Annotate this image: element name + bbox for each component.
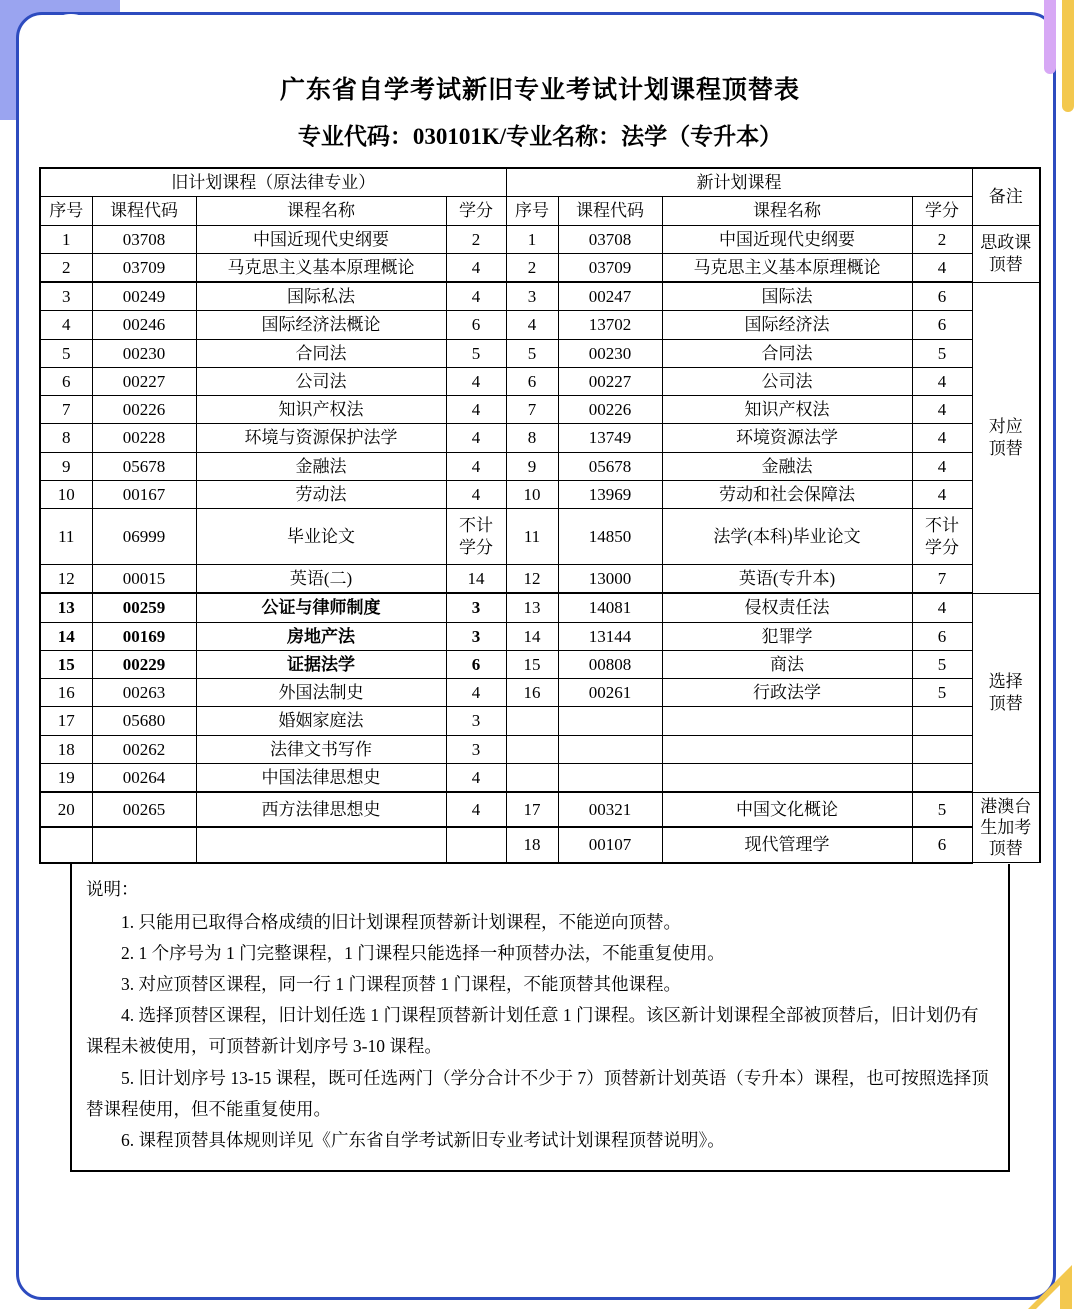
new-cell: 00261 bbox=[558, 679, 662, 707]
old-cell: 3 bbox=[446, 707, 506, 735]
note-item: 1. 只能用已取得合格成绩的旧计划课程顶替新计划课程，不能逆向顶替。 bbox=[121, 911, 681, 932]
new-cell: 17 bbox=[506, 792, 558, 827]
table-row bbox=[40, 735, 1040, 763]
old-cell: 00246 bbox=[92, 311, 196, 339]
old-cell: 环境与资源保护法学 bbox=[196, 424, 446, 452]
col-header-new-2: 课程名称 bbox=[662, 197, 912, 225]
old-cell: 西方法律思想史 bbox=[196, 792, 446, 827]
new-cell: 5 bbox=[912, 792, 972, 827]
col-header-new-1: 课程代码 bbox=[558, 197, 662, 225]
new-cell: 侵权责任法 bbox=[662, 593, 912, 622]
new-cell: 1 bbox=[506, 225, 558, 253]
old-cell: 公司法 bbox=[196, 367, 446, 395]
col-header-old-3: 学分 bbox=[446, 197, 506, 225]
new-cell: 国际经济法 bbox=[662, 311, 912, 339]
table-row bbox=[40, 707, 1040, 735]
new-cell: 03709 bbox=[558, 253, 662, 282]
old-cell: 00259 bbox=[92, 593, 196, 622]
remark-header: 备注 bbox=[972, 168, 1040, 225]
old-cell: 11 bbox=[40, 509, 92, 565]
new-cell: 13702 bbox=[558, 311, 662, 339]
new-cell: 03708 bbox=[558, 225, 662, 253]
new-cell: 现代管理学 bbox=[662, 827, 912, 862]
table-row bbox=[40, 792, 1040, 827]
old-cell: 国际私法 bbox=[196, 282, 446, 311]
old-cell: 00229 bbox=[92, 650, 196, 678]
table-row bbox=[40, 509, 1040, 565]
old-cell: 国际经济法概论 bbox=[196, 311, 446, 339]
new-cell: 中国文化概论 bbox=[662, 792, 912, 827]
old-cell: 毕业论文 bbox=[196, 509, 446, 565]
new-cell bbox=[912, 763, 972, 792]
old-cell: 4 bbox=[446, 282, 506, 311]
new-cell: 6 bbox=[912, 827, 972, 862]
old-cell: 14 bbox=[40, 622, 92, 650]
new-cell: 6 bbox=[912, 311, 972, 339]
new-cell: 4 bbox=[912, 396, 972, 424]
new-cell: 00321 bbox=[558, 792, 662, 827]
old-cell: 7 bbox=[40, 396, 92, 424]
new-cell: 国际法 bbox=[662, 282, 912, 311]
old-cell: 00265 bbox=[92, 792, 196, 827]
page-title: 广东省自学考试新旧专业考试计划课程顶替表 bbox=[279, 77, 800, 104]
table-row bbox=[40, 679, 1040, 707]
col-header-new-3: 学分 bbox=[912, 197, 972, 225]
table-row bbox=[40, 367, 1040, 395]
new-cell: 6 bbox=[912, 622, 972, 650]
remark-cell: 选择 顶替 bbox=[972, 593, 1040, 792]
new-cell bbox=[912, 735, 972, 763]
old-cell: 15 bbox=[40, 650, 92, 678]
old-cell: 2 bbox=[40, 253, 92, 282]
old-cell: 6 bbox=[446, 311, 506, 339]
old-cell: 00263 bbox=[92, 679, 196, 707]
old-cell: 4 bbox=[446, 679, 506, 707]
old-cell: 00226 bbox=[92, 396, 196, 424]
old-cell: 00264 bbox=[92, 763, 196, 792]
remark-cell: 港澳台 生加考 顶替 bbox=[972, 792, 1040, 863]
new-cell: 不计 学分 bbox=[912, 509, 972, 565]
table-row bbox=[40, 763, 1040, 792]
notes-block bbox=[70, 864, 1010, 1172]
new-cell: 00107 bbox=[558, 827, 662, 862]
old-cell: 合同法 bbox=[196, 339, 446, 367]
new-cell: 6 bbox=[912, 282, 972, 311]
new-cell: 6 bbox=[506, 367, 558, 395]
col-header-new-0: 序号 bbox=[506, 197, 558, 225]
new-cell: 4 bbox=[912, 367, 972, 395]
old-cell: 6 bbox=[40, 367, 92, 395]
new-cell: 13000 bbox=[558, 565, 662, 594]
col-header-old-1: 课程代码 bbox=[92, 197, 196, 225]
new-cell: 14081 bbox=[558, 593, 662, 622]
group-header-old: 旧计划课程（原法律专业） bbox=[40, 168, 506, 197]
old-cell: 3 bbox=[446, 622, 506, 650]
course-substitution-table bbox=[39, 167, 1041, 864]
new-cell: 12 bbox=[506, 565, 558, 594]
old-cell: 00228 bbox=[92, 424, 196, 452]
new-cell: 00247 bbox=[558, 282, 662, 311]
old-cell: 13 bbox=[40, 593, 92, 622]
table-column-header-row bbox=[40, 197, 1040, 225]
old-cell: 03708 bbox=[92, 225, 196, 253]
new-cell: 4 bbox=[912, 480, 972, 508]
old-cell: 公证与律师制度 bbox=[196, 593, 446, 622]
new-cell: 05678 bbox=[558, 452, 662, 480]
note-item: 5. 旧计划序号 13-15 课程，既可任选两门（学分合计不少于 7）顶替新计划英语（专升本）课程，也可按照选择顶替课程使用，但不能重复使用。 bbox=[86, 1067, 989, 1119]
new-cell: 4 bbox=[912, 452, 972, 480]
new-cell: 5 bbox=[912, 339, 972, 367]
new-cell: 14 bbox=[506, 622, 558, 650]
old-cell: 00227 bbox=[92, 367, 196, 395]
old-cell: 4 bbox=[446, 367, 506, 395]
old-cell: 法律文书写作 bbox=[196, 735, 446, 763]
new-cell: 7 bbox=[506, 396, 558, 424]
new-cell bbox=[506, 763, 558, 792]
old-cell bbox=[446, 827, 506, 862]
old-cell: 05678 bbox=[92, 452, 196, 480]
old-cell: 房地产法 bbox=[196, 622, 446, 650]
remark-cell: 思政课 顶替 bbox=[972, 225, 1040, 282]
old-cell: 3 bbox=[446, 735, 506, 763]
table-row bbox=[40, 282, 1040, 311]
notes-list bbox=[86, 907, 994, 1156]
new-cell: 15 bbox=[506, 650, 558, 678]
new-cell: 11 bbox=[506, 509, 558, 565]
new-cell: 英语(专升本) bbox=[662, 565, 912, 594]
new-cell bbox=[912, 707, 972, 735]
table-body bbox=[40, 168, 1040, 863]
notes-lead: 说明： bbox=[86, 878, 139, 899]
remark-cell: 对应 顶替 bbox=[972, 282, 1040, 593]
col-header-old-0: 序号 bbox=[40, 197, 92, 225]
new-cell: 13969 bbox=[558, 480, 662, 508]
new-cell: 2 bbox=[912, 225, 972, 253]
old-cell: 婚姻家庭法 bbox=[196, 707, 446, 735]
note-item: 3. 对应顶替区课程，同一行 1 门课程顶替 1 门课程，不能顶替其他课程。 bbox=[121, 974, 681, 995]
old-cell: 05680 bbox=[92, 707, 196, 735]
table-row bbox=[40, 311, 1040, 339]
new-cell bbox=[506, 735, 558, 763]
new-cell: 2 bbox=[506, 253, 558, 282]
old-cell: 00230 bbox=[92, 339, 196, 367]
table-group-header-row bbox=[40, 168, 1040, 197]
new-cell: 13144 bbox=[558, 622, 662, 650]
table-row bbox=[40, 424, 1040, 452]
table-row bbox=[40, 827, 1040, 862]
old-cell: 06999 bbox=[92, 509, 196, 565]
table-row bbox=[40, 339, 1040, 367]
new-cell: 知识产权法 bbox=[662, 396, 912, 424]
old-cell: 4 bbox=[446, 763, 506, 792]
new-cell: 5 bbox=[912, 679, 972, 707]
new-cell: 商法 bbox=[662, 650, 912, 678]
new-cell: 9 bbox=[506, 452, 558, 480]
table-row bbox=[40, 565, 1040, 594]
old-cell: 00167 bbox=[92, 480, 196, 508]
old-cell: 12 bbox=[40, 565, 92, 594]
old-cell: 10 bbox=[40, 480, 92, 508]
old-cell: 中国法律思想史 bbox=[196, 763, 446, 792]
old-cell: 16 bbox=[40, 679, 92, 707]
old-cell: 4 bbox=[446, 480, 506, 508]
new-cell bbox=[506, 707, 558, 735]
old-cell bbox=[92, 827, 196, 862]
new-cell: 公司法 bbox=[662, 367, 912, 395]
new-cell: 18 bbox=[506, 827, 558, 862]
table-row bbox=[40, 253, 1040, 282]
old-cell: 4 bbox=[446, 452, 506, 480]
new-cell: 10 bbox=[506, 480, 558, 508]
new-cell bbox=[662, 735, 912, 763]
col-header-old-2: 课程名称 bbox=[196, 197, 446, 225]
old-cell: 金融法 bbox=[196, 452, 446, 480]
old-cell: 14 bbox=[446, 565, 506, 594]
old-cell: 知识产权法 bbox=[196, 396, 446, 424]
new-cell: 8 bbox=[506, 424, 558, 452]
new-cell bbox=[662, 707, 912, 735]
new-cell: 4 bbox=[912, 424, 972, 452]
table-row bbox=[40, 225, 1040, 253]
new-cell: 13749 bbox=[558, 424, 662, 452]
old-cell: 9 bbox=[40, 452, 92, 480]
old-cell: 4 bbox=[446, 396, 506, 424]
new-cell: 4 bbox=[912, 593, 972, 622]
old-cell: 外国法制史 bbox=[196, 679, 446, 707]
old-cell: 英语(二) bbox=[196, 565, 446, 594]
old-cell: 马克思主义基本原理概论 bbox=[196, 253, 446, 282]
old-cell: 00262 bbox=[92, 735, 196, 763]
new-cell: 5 bbox=[506, 339, 558, 367]
old-cell: 3 bbox=[40, 282, 92, 311]
new-cell: 14850 bbox=[558, 509, 662, 565]
new-cell bbox=[662, 763, 912, 792]
old-cell: 4 bbox=[446, 792, 506, 827]
new-cell: 环境资源法学 bbox=[662, 424, 912, 452]
new-cell: 行政法学 bbox=[662, 679, 912, 707]
old-cell: 3 bbox=[446, 593, 506, 622]
old-cell: 4 bbox=[446, 424, 506, 452]
new-cell: 00808 bbox=[558, 650, 662, 678]
table-row bbox=[40, 650, 1040, 678]
old-cell: 5 bbox=[446, 339, 506, 367]
new-cell: 00226 bbox=[558, 396, 662, 424]
old-cell: 5 bbox=[40, 339, 92, 367]
note-item: 6. 课程顶替具体规则详见《广东省自学考试新旧专业考试计划课程顶替说明》。 bbox=[121, 1129, 725, 1150]
new-cell bbox=[558, 735, 662, 763]
table-row bbox=[40, 593, 1040, 622]
old-cell bbox=[196, 827, 446, 862]
new-cell: 4 bbox=[912, 253, 972, 282]
new-cell: 16 bbox=[506, 679, 558, 707]
old-cell: 6 bbox=[446, 650, 506, 678]
table-row bbox=[40, 622, 1040, 650]
new-cell bbox=[558, 707, 662, 735]
old-cell: 18 bbox=[40, 735, 92, 763]
old-cell: 00015 bbox=[92, 565, 196, 594]
new-cell: 3 bbox=[506, 282, 558, 311]
new-cell bbox=[558, 763, 662, 792]
new-cell: 00227 bbox=[558, 367, 662, 395]
new-cell: 中国近现代史纲要 bbox=[662, 225, 912, 253]
new-cell: 马克思主义基本原理概论 bbox=[662, 253, 912, 282]
old-cell: 4 bbox=[40, 311, 92, 339]
new-cell: 5 bbox=[912, 650, 972, 678]
old-cell: 20 bbox=[40, 792, 92, 827]
new-cell: 犯罪学 bbox=[662, 622, 912, 650]
old-cell: 证据法学 bbox=[196, 650, 446, 678]
old-cell: 1 bbox=[40, 225, 92, 253]
old-cell: 2 bbox=[446, 225, 506, 253]
table-row bbox=[40, 452, 1040, 480]
old-cell: 不计 学分 bbox=[446, 509, 506, 565]
table-row bbox=[40, 396, 1040, 424]
new-cell: 法学(本科)毕业论文 bbox=[662, 509, 912, 565]
old-cell: 00169 bbox=[92, 622, 196, 650]
old-cell bbox=[40, 827, 92, 862]
old-cell: 中国近现代史纲要 bbox=[196, 225, 446, 253]
old-cell: 8 bbox=[40, 424, 92, 452]
new-cell: 合同法 bbox=[662, 339, 912, 367]
new-cell: 劳动和社会保障法 bbox=[662, 480, 912, 508]
new-cell: 13 bbox=[506, 593, 558, 622]
old-cell: 劳动法 bbox=[196, 480, 446, 508]
page-subtitle: 专业代码：030101K/专业名称：法学（专升本） bbox=[297, 124, 783, 149]
old-cell: 4 bbox=[446, 253, 506, 282]
new-cell: 金融法 bbox=[662, 452, 912, 480]
new-cell: 4 bbox=[506, 311, 558, 339]
group-header-new: 新计划课程 bbox=[506, 168, 972, 197]
table-row bbox=[40, 480, 1040, 508]
old-cell: 03709 bbox=[92, 253, 196, 282]
new-cell: 7 bbox=[912, 565, 972, 594]
old-cell: 19 bbox=[40, 763, 92, 792]
old-cell: 00249 bbox=[92, 282, 196, 311]
note-item: 4. 选择顶替区课程，旧计划任选 1 门课程顶替新计划任意 1 门课程。该区新计划课程全部被顶替后，旧计划仍有课程未被使用，可顶替新计划序号 3-10 课程。 bbox=[86, 1005, 979, 1057]
new-cell: 00230 bbox=[558, 339, 662, 367]
old-cell: 17 bbox=[40, 707, 92, 735]
title-block bbox=[0, 70, 1080, 151]
note-item: 2. 1 个序号为 1 门完整课程，1 门课程只能选择一种顶替办法，不能重复使用。 bbox=[121, 943, 725, 964]
